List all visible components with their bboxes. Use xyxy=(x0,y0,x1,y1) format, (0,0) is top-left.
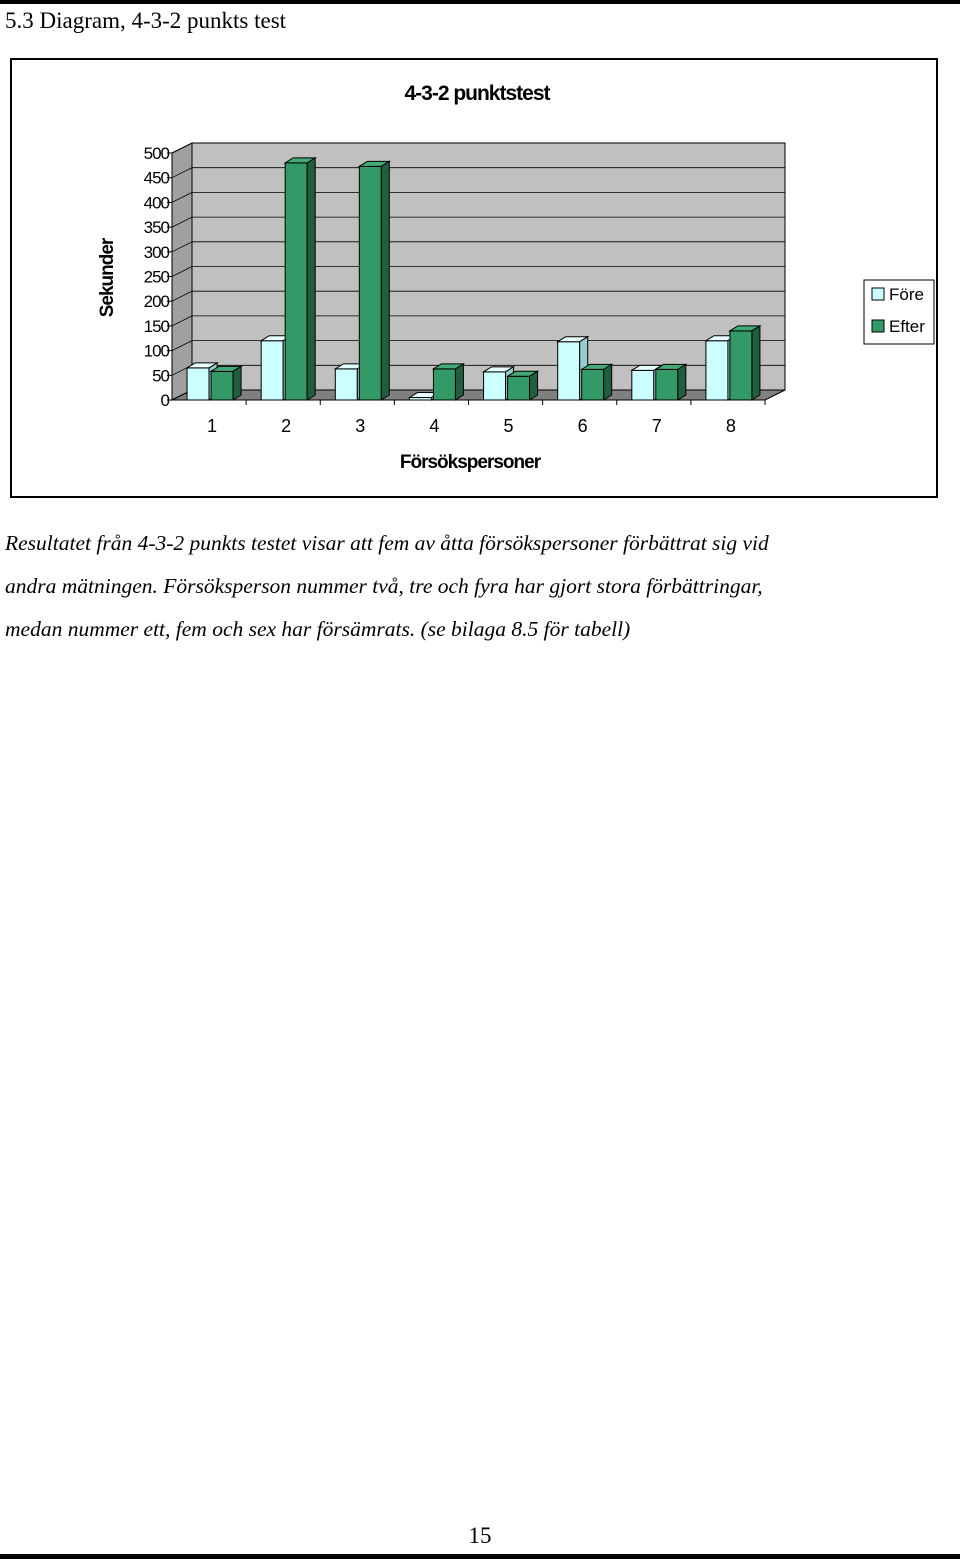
y-tick-label: 100 xyxy=(143,341,169,361)
bar-front xyxy=(632,370,654,400)
bar-side xyxy=(752,326,760,400)
bar-front xyxy=(335,369,357,400)
chart-title: 4-3-2 punktstest xyxy=(404,82,550,105)
bar-front xyxy=(730,331,752,400)
bar xyxy=(508,371,538,400)
bar xyxy=(285,158,315,400)
bar xyxy=(656,364,686,400)
section-heading: 5.3 Diagram, 4-3-2 punkts test xyxy=(5,8,287,33)
x-tick-label: 6 xyxy=(577,416,588,436)
bar-side xyxy=(233,366,241,400)
y-tick-label: 200 xyxy=(143,292,169,312)
x-tick-label: 5 xyxy=(503,416,514,436)
bar-front xyxy=(508,376,530,400)
legend-label: Före xyxy=(889,285,924,304)
x-tick-label: 4 xyxy=(429,416,440,436)
top-rule xyxy=(0,0,960,4)
bar-chart xyxy=(12,60,936,496)
bar-front xyxy=(285,163,307,400)
bar-front xyxy=(261,341,283,400)
chart-legend xyxy=(864,280,934,344)
y-tick-label: 350 xyxy=(143,218,169,238)
bar-front xyxy=(359,166,381,400)
y-tick-label: 300 xyxy=(143,242,169,262)
chart-frame xyxy=(10,58,938,498)
bar-side xyxy=(530,371,538,400)
bar xyxy=(582,364,612,400)
body-line: Resultatet från 4-3-2 punkts testet visar att fem av åtta försökspersoner förbättrat sig vid xyxy=(5,531,769,555)
bar xyxy=(211,366,241,400)
bar-side xyxy=(455,364,463,400)
bar-side xyxy=(678,364,686,400)
bar-side xyxy=(307,158,315,400)
legend-swatch xyxy=(872,320,884,332)
bar-front xyxy=(187,368,209,400)
body-line: medan nummer ett, fem och sex har försämrats. (se bilaga 8.5 för tabell) xyxy=(5,617,631,641)
bar-front xyxy=(433,369,455,400)
legend-swatch xyxy=(872,288,884,300)
x-tick-label: 2 xyxy=(281,416,292,436)
y-tick-label: 0 xyxy=(160,391,169,410)
y-tick-label: 150 xyxy=(143,316,169,336)
bar-front xyxy=(706,341,728,400)
x-tick-label: 8 xyxy=(725,416,736,436)
bar-front xyxy=(656,369,678,400)
y-tick-label: 250 xyxy=(143,267,169,287)
bar xyxy=(433,364,463,400)
page-number: 15 xyxy=(468,1523,492,1548)
x-tick-label: 1 xyxy=(207,416,218,436)
x-axis-label: Försökspersoner xyxy=(399,452,541,473)
x-tick-label: 7 xyxy=(651,416,662,436)
bar-front xyxy=(484,372,506,400)
y-axis-label: Sekunder xyxy=(97,238,118,318)
bar-front xyxy=(558,342,580,400)
body-line: andra mätningen. Försöksperson nummer två, tre och fyra har gjort stora förbättringar, xyxy=(5,574,763,598)
y-tick-label: 400 xyxy=(143,193,169,213)
bar xyxy=(359,161,389,400)
bar-front xyxy=(211,371,233,400)
legend-label: Efter xyxy=(889,317,925,336)
body-paragraph xyxy=(5,522,950,651)
bar-side xyxy=(604,364,612,400)
x-tick-label: 3 xyxy=(355,416,366,436)
bar-front xyxy=(582,369,604,400)
y-tick-label: 450 xyxy=(143,168,169,188)
y-tick-label: 50 xyxy=(152,366,169,386)
bar-side xyxy=(381,161,389,400)
bottom-rule xyxy=(0,1554,960,1559)
y-tick-label: 500 xyxy=(143,144,169,163)
bar xyxy=(730,326,760,400)
